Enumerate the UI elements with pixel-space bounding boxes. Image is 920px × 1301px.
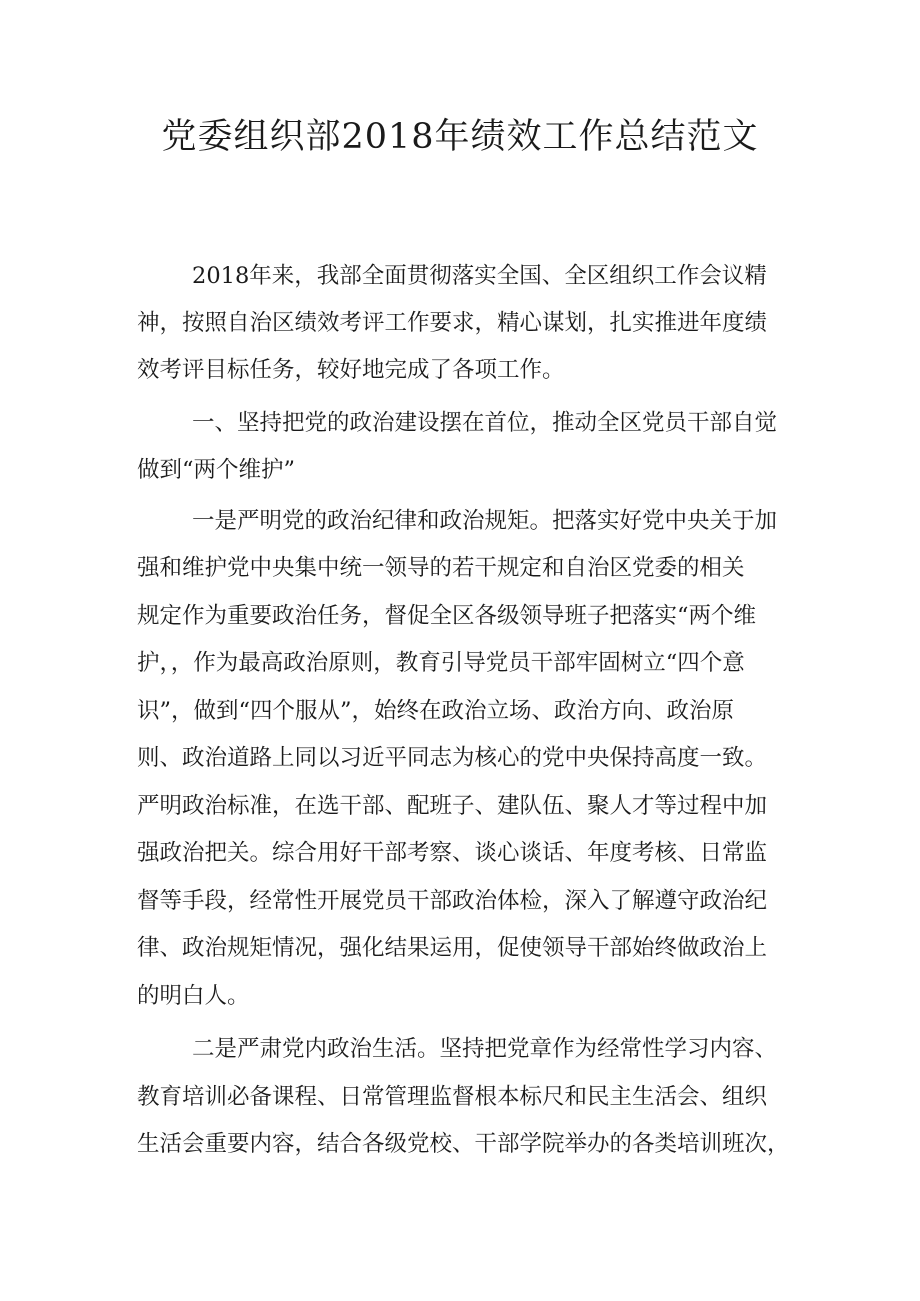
body-line: 一是严明党的政治纪律和政治规矩。把落实好党中央关于加 bbox=[192, 508, 778, 534]
body-line: 教育培训必备课程、日常管理监督根本标尺和民主生活会、组织 bbox=[137, 1084, 768, 1110]
body-line: 神，按照自治区绩效考评工作要求，精心谋划，扎实推进年度绩 bbox=[137, 310, 768, 336]
body-line: 强政治把关。综合用好干部考察、谈心谈话、年度考核、日常监 bbox=[137, 840, 768, 866]
body-line: 规定作为重要政治任务，督促全区各级领导班子把落实“两个维 bbox=[137, 603, 757, 629]
body-line: 效考评目标任务，较好地完成了各项工作。 bbox=[137, 357, 565, 383]
body-line: 则、政治道路上同以习近平同志为核心的党中央保持高度一致。 bbox=[137, 745, 768, 771]
body-line: 律、政治规矩情况，强化结果运用，促使领导干部始终做政治上 bbox=[137, 935, 768, 961]
body-line: 识”，做到“四个服从”，始终在政治立场、政治方向、政治原 bbox=[137, 698, 735, 724]
body-line: 强和维护党中央集中统一领导的若干规定和自治区党委的相关 bbox=[137, 555, 745, 581]
section-heading-line: 一、坚持把党的政治建设摆在首位，推动全区党员干部自觉 bbox=[192, 410, 778, 436]
body-line: 督等手段，经常性开展党员干部政治体检，深入了解遵守政治纪 bbox=[137, 888, 768, 914]
body-line: 的明白人。 bbox=[137, 983, 250, 1009]
body-line: 护，，作为最高政治原则，教育引导党员干部牢固树立“四个意 bbox=[137, 650, 745, 676]
section-heading-line: 做到“两个维护” bbox=[137, 457, 296, 483]
document-title: 党委组织部2018年绩效工作总结范文 bbox=[161, 117, 759, 157]
body-line: 二是严肃党内政治生活。坚持把党章作为经常性学习内容、 bbox=[192, 1036, 778, 1062]
body-line: 2018年来，我部全面贯彻落实全国、全区组织工作会议精 bbox=[192, 263, 767, 289]
body-line: 严明政治标准，在选干部、配班子、建队伍、聚人才等过程中加 bbox=[137, 793, 768, 819]
body-line: 生活会重要内容，结合各级党校、干部学院举办的各类培训班次， bbox=[137, 1131, 790, 1157]
